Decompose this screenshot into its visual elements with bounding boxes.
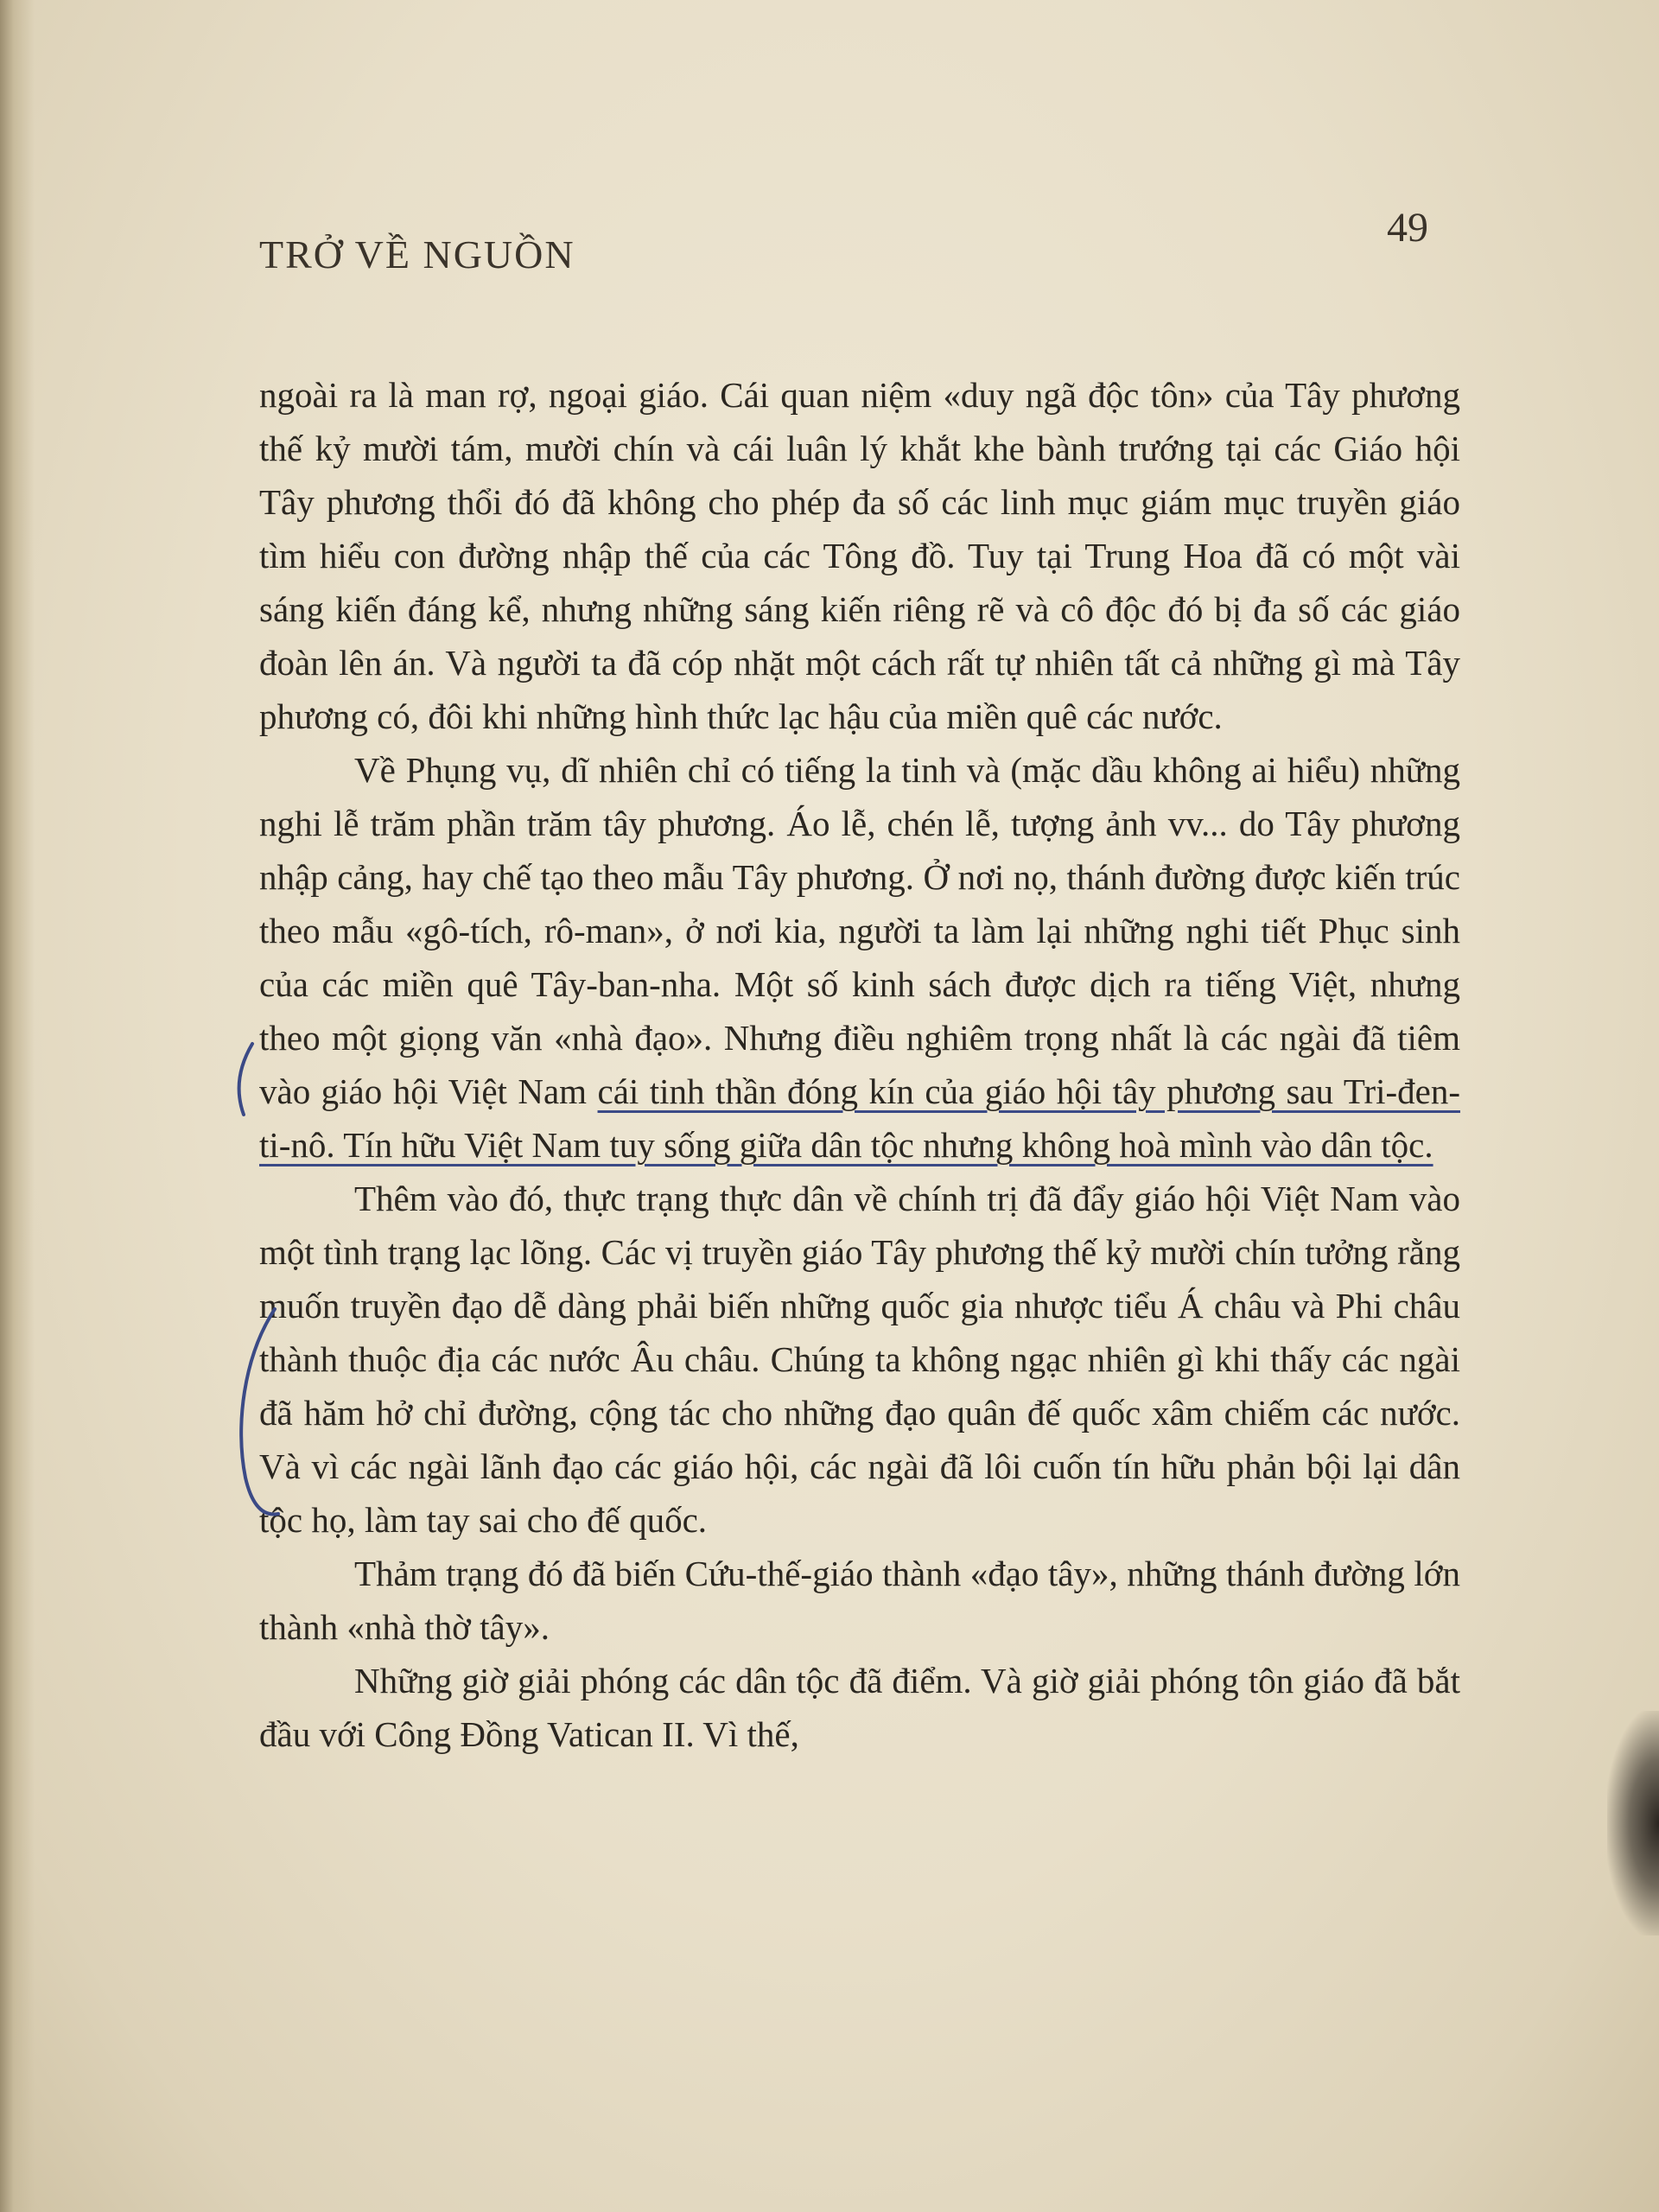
page-number: 49	[1387, 205, 1428, 251]
underlined-passage: cái tinh thần đóng kín của giáo hội tây phương sau Tri-đen-ti-nô. Tín hữu Việt Nam tuy sống giữa dân tộc nhưng không hoà mình vào dân tộc.	[259, 1071, 1460, 1165]
paragraph-5: Những giờ giải phóng các dân tộc đã điểm. Và giờ giải phóng tôn giáo đã bắt đầu với Công Đồng Vatican II. Vì thế,	[259, 1661, 1460, 1754]
paragraph-3: Thêm vào đó, thực trạng thực dân về chính trị đã đẩy giáo hội Việt Nam vào một tình trạng lạc lõng. Các vị truyền giáo Tây phương thế kỷ mười chín tưởng rằng muốn truyền đạo dễ dàng phải biến những quốc gia nhược tiểu Á châu và Phi châu thành thuộc địa các nước Âu châu. Chúng ta không ngạc nhiên gì khi thấy các ngài đã hăm hở chỉ đường, cộng tác cho những đạo quân đế quốc xâm chiếm các nước. Và vì các ngài lãnh đạo các giáo hội, các ngài đã lôi cuốn tín hữu phản bội lại dân tộc họ, làm tay sai cho đế quốc.	[259, 1179, 1460, 1540]
margin-bracket-small	[239, 1044, 252, 1115]
paragraph-4: Thảm trạng đó đã biến Cứu-thế-giáo thành «đạo tây», những thánh đường lớn thành «nhà thờ tây».	[259, 1554, 1460, 1647]
paragraph-2-text: Về Phụng vụ, dĩ nhiên chỉ có tiếng la tinh và (mặc dầu không ai hiểu) những nghi lễ trăm phần trăm tây phương. Áo lễ, chén lễ, tượng ảnh vv... do Tây phương nhập cảng, hay chế tạo theo mẫu Tây phương. Ở nơi nọ, thánh đường được kiến trúc theo mẫu «gô-tích, rô-man», ở nơi kia, người ta làm lại những nghi tiết Phục sinh của các miền quê Tây-ban-nha. Một số kinh sách được dịch ra tiếng Việt, nhưng theo một giọng văn «nhà đạo». Nhưng điều nghiêm trọng nhất là các ngài đã tiêm vào giáo hội Việt Nam	[259, 750, 1460, 1111]
paragraph-2	[259, 743, 1460, 1172]
running-title: TRỞ VỀ NGUỒN	[259, 232, 575, 276]
paragraph-1: ngoài ra là man rợ, ngoại giáo. Cái quan niệm «duy ngã độc tôn» của Tây phương thế kỷ mười tám, mười chín và cái luân lý khắt khe bành trướng tại các Giáo hội Tây phương thổi đó đã không cho phép đa số các linh mục giám mục truyền giáo tìm hiểu con đường nhập thế của các Tông đồ. Tuy tại Trung Hoa đã có một vài sáng kiến đáng kể, nhưng những sáng kiến riêng rẽ và cô độc đó bị đa số các giáo đoàn lên án. Và người ta đã cóp nhặt một cách rất tự nhiên tất cả những gì mà Tây phương có, đôi khi những hình thức lạc hậu của miền quê các nước.	[259, 375, 1460, 736]
body-text	[259, 368, 1460, 1761]
